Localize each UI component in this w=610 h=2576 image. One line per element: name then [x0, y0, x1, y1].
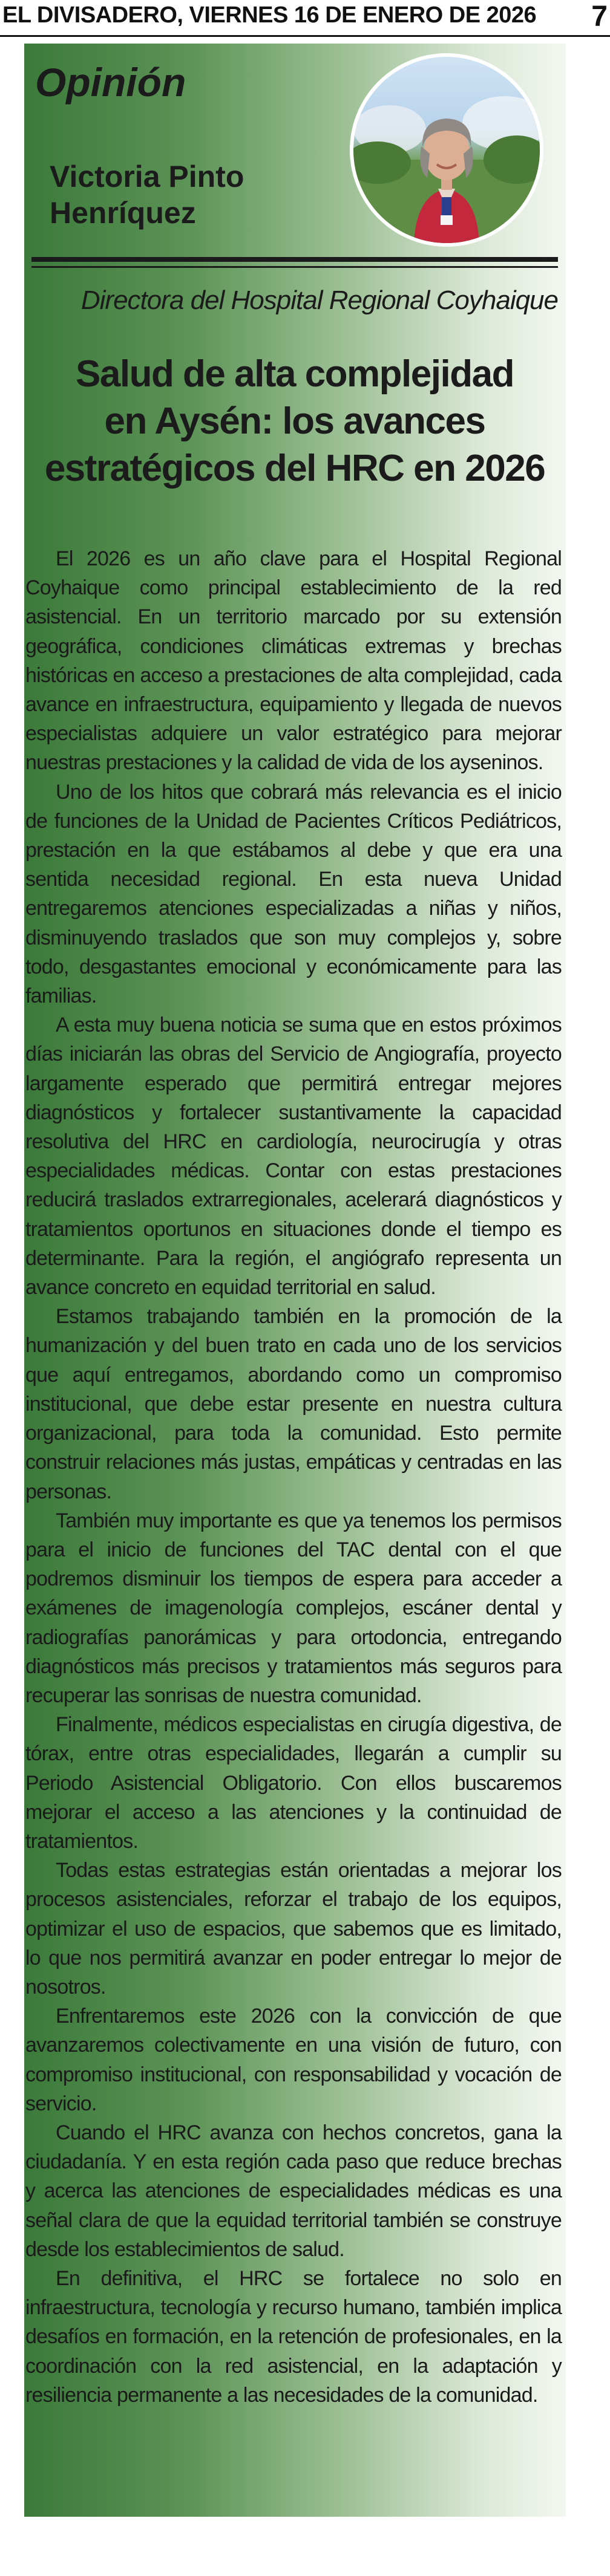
- author-name-line2: Henríquez: [50, 196, 196, 230]
- masthead-dateline: EL DIVISADERO, VIERNES 16 DE ENERO DE 2026: [2, 2, 537, 28]
- author-role: Directora del Hospital Regional Coyhaique: [80, 285, 558, 315]
- author-name: [50, 158, 310, 231]
- article-body: [25, 544, 562, 2410]
- header-rule-thin: [31, 266, 558, 268]
- page-number: 7: [591, 1, 608, 33]
- paragraph: Estamos trabajando también en la promoción de la humanización y del buen trato en cada uno de los servicios que aquí entregamos, abordando como un compromiso institucional, que debe estar presente en nuestra cultura organizacional, para toda la comunidad. Esto permite construir relaciones más justas, empáticas y centradas en las personas.: [25, 1305, 562, 1503]
- article-headline: [31, 351, 558, 492]
- header-rule-thick: [31, 257, 558, 262]
- paragraph: Uno de los hitos que cobrará más relevancia es el inicio de funciones de la Unidad de Pacientes Críticos Pediátricos, prestación en la que estábamos al debe y que era una sentida necesidad regional. En esta nueva Unidad entregaremos atenciones especializadas a niñas y niños, disminuyendo traslados que son muy complejos y, sobre todo, desgastantes emocional y económicamente para las familias.: [25, 780, 562, 1008]
- section-title: Opinión: [35, 60, 186, 105]
- author-photo: [350, 53, 543, 247]
- headline-line1: Salud de alta complejidad: [76, 353, 514, 395]
- paragraph: A esta muy buena noticia se suma que en estos próximos días iniciarán las obras del Servicio de Angiografía, proyecto largamente esperado que permitirá entregar mejores diagnósticos y fortalecer sustantivamente la capacidad resolutiva del HRC en cardiología, neurocirugía y otras especialidades médicas. Contar con estas prestaciones reducirá traslados extrarregionales, acelerará diagnósticos y tratamientos oportunos en situaciones donde el tiempo es determinante. Para la región, el angiógrafo representa un avance concreto en equidad territorial en salud.: [25, 1013, 562, 1299]
- masthead: [0, 0, 610, 37]
- paragraph: Enfrentaremos este 2026 con la convicción de que avanzaremos colectivamente en una visión de futuro, con compromiso institucional, con responsabilidad y vocación de servicio.: [25, 2005, 562, 2115]
- headline-line3: estratégicos del HRC en 2026: [44, 447, 545, 489]
- paragraph: En definitiva, el HRC se fortalece no solo en infraestructura, tecnología y recurso humano, también implica desafíos en formación, en la retención de profesionales, en la coordinación con la red asistencial, en la adaptación y resiliencia permanente a las necesidades de la comunidad.: [25, 2266, 562, 2407]
- paragraph: El 2026 es un año clave para el Hospital Regional Coyhaique como principal establecimiento de la red asistencial. En un territorio marcado por su extensión geográfica, condiciones climáticas extremas y brechas históricas en acceso a prestaciones de alta complejidad, cada avance en infraestructura, equipamiento y llegada de nuevos especialistas adquiere un valor estratégico para mejorar nuestras prestaciones y la calidad de vida de los ayseninos.: [25, 547, 562, 775]
- paragraph: Todas estas estrategias están orientadas a mejorar los procesos asistenciales, reforzar el trabajo de los equipos, optimizar el uso de espacios, que sabemos que es limitado, lo que nos permitirá avanzar en poder entregar lo mejor de nosotros.: [25, 1859, 562, 1999]
- paragraph: Cuando el HRC avanza con hechos concretos, gana la ciudadanía. Y en esta región cada paso que reduce brechas y acerca las atenciones de especialidades médicas es una señal clara de que la equidad territorial también se construye desde los establecimientos de salud.: [25, 2121, 562, 2261]
- headline-line2: en Aysén: los avances: [104, 400, 485, 442]
- paragraph: Finalmente, médicos especialistas en cirugía digestiva, de tórax, entre otras especialidades, llegarán a cumplir su Periodo Asistencial Obligatorio. Con ellos buscaremos mejorar el acceso a las atenciones y la continuidad de tratamientos.: [25, 1713, 562, 1853]
- author-portrait-illustration: [353, 57, 540, 243]
- author-name-line1: Victoria Pinto: [50, 160, 244, 194]
- paragraph: También muy importante es que ya tenemos los permisos para el inicio de funciones del TAC dental con el que podremos disminuir los tiempos de espera para acceder a exámenes de imagenología complejos, escáner dental y radiografías panorámicas y para ortodoncia, entregando diagnósticos más precisos y tratamientos más seguros para recuperar las sonrisas de nuestra comunidad.: [25, 1509, 562, 1707]
